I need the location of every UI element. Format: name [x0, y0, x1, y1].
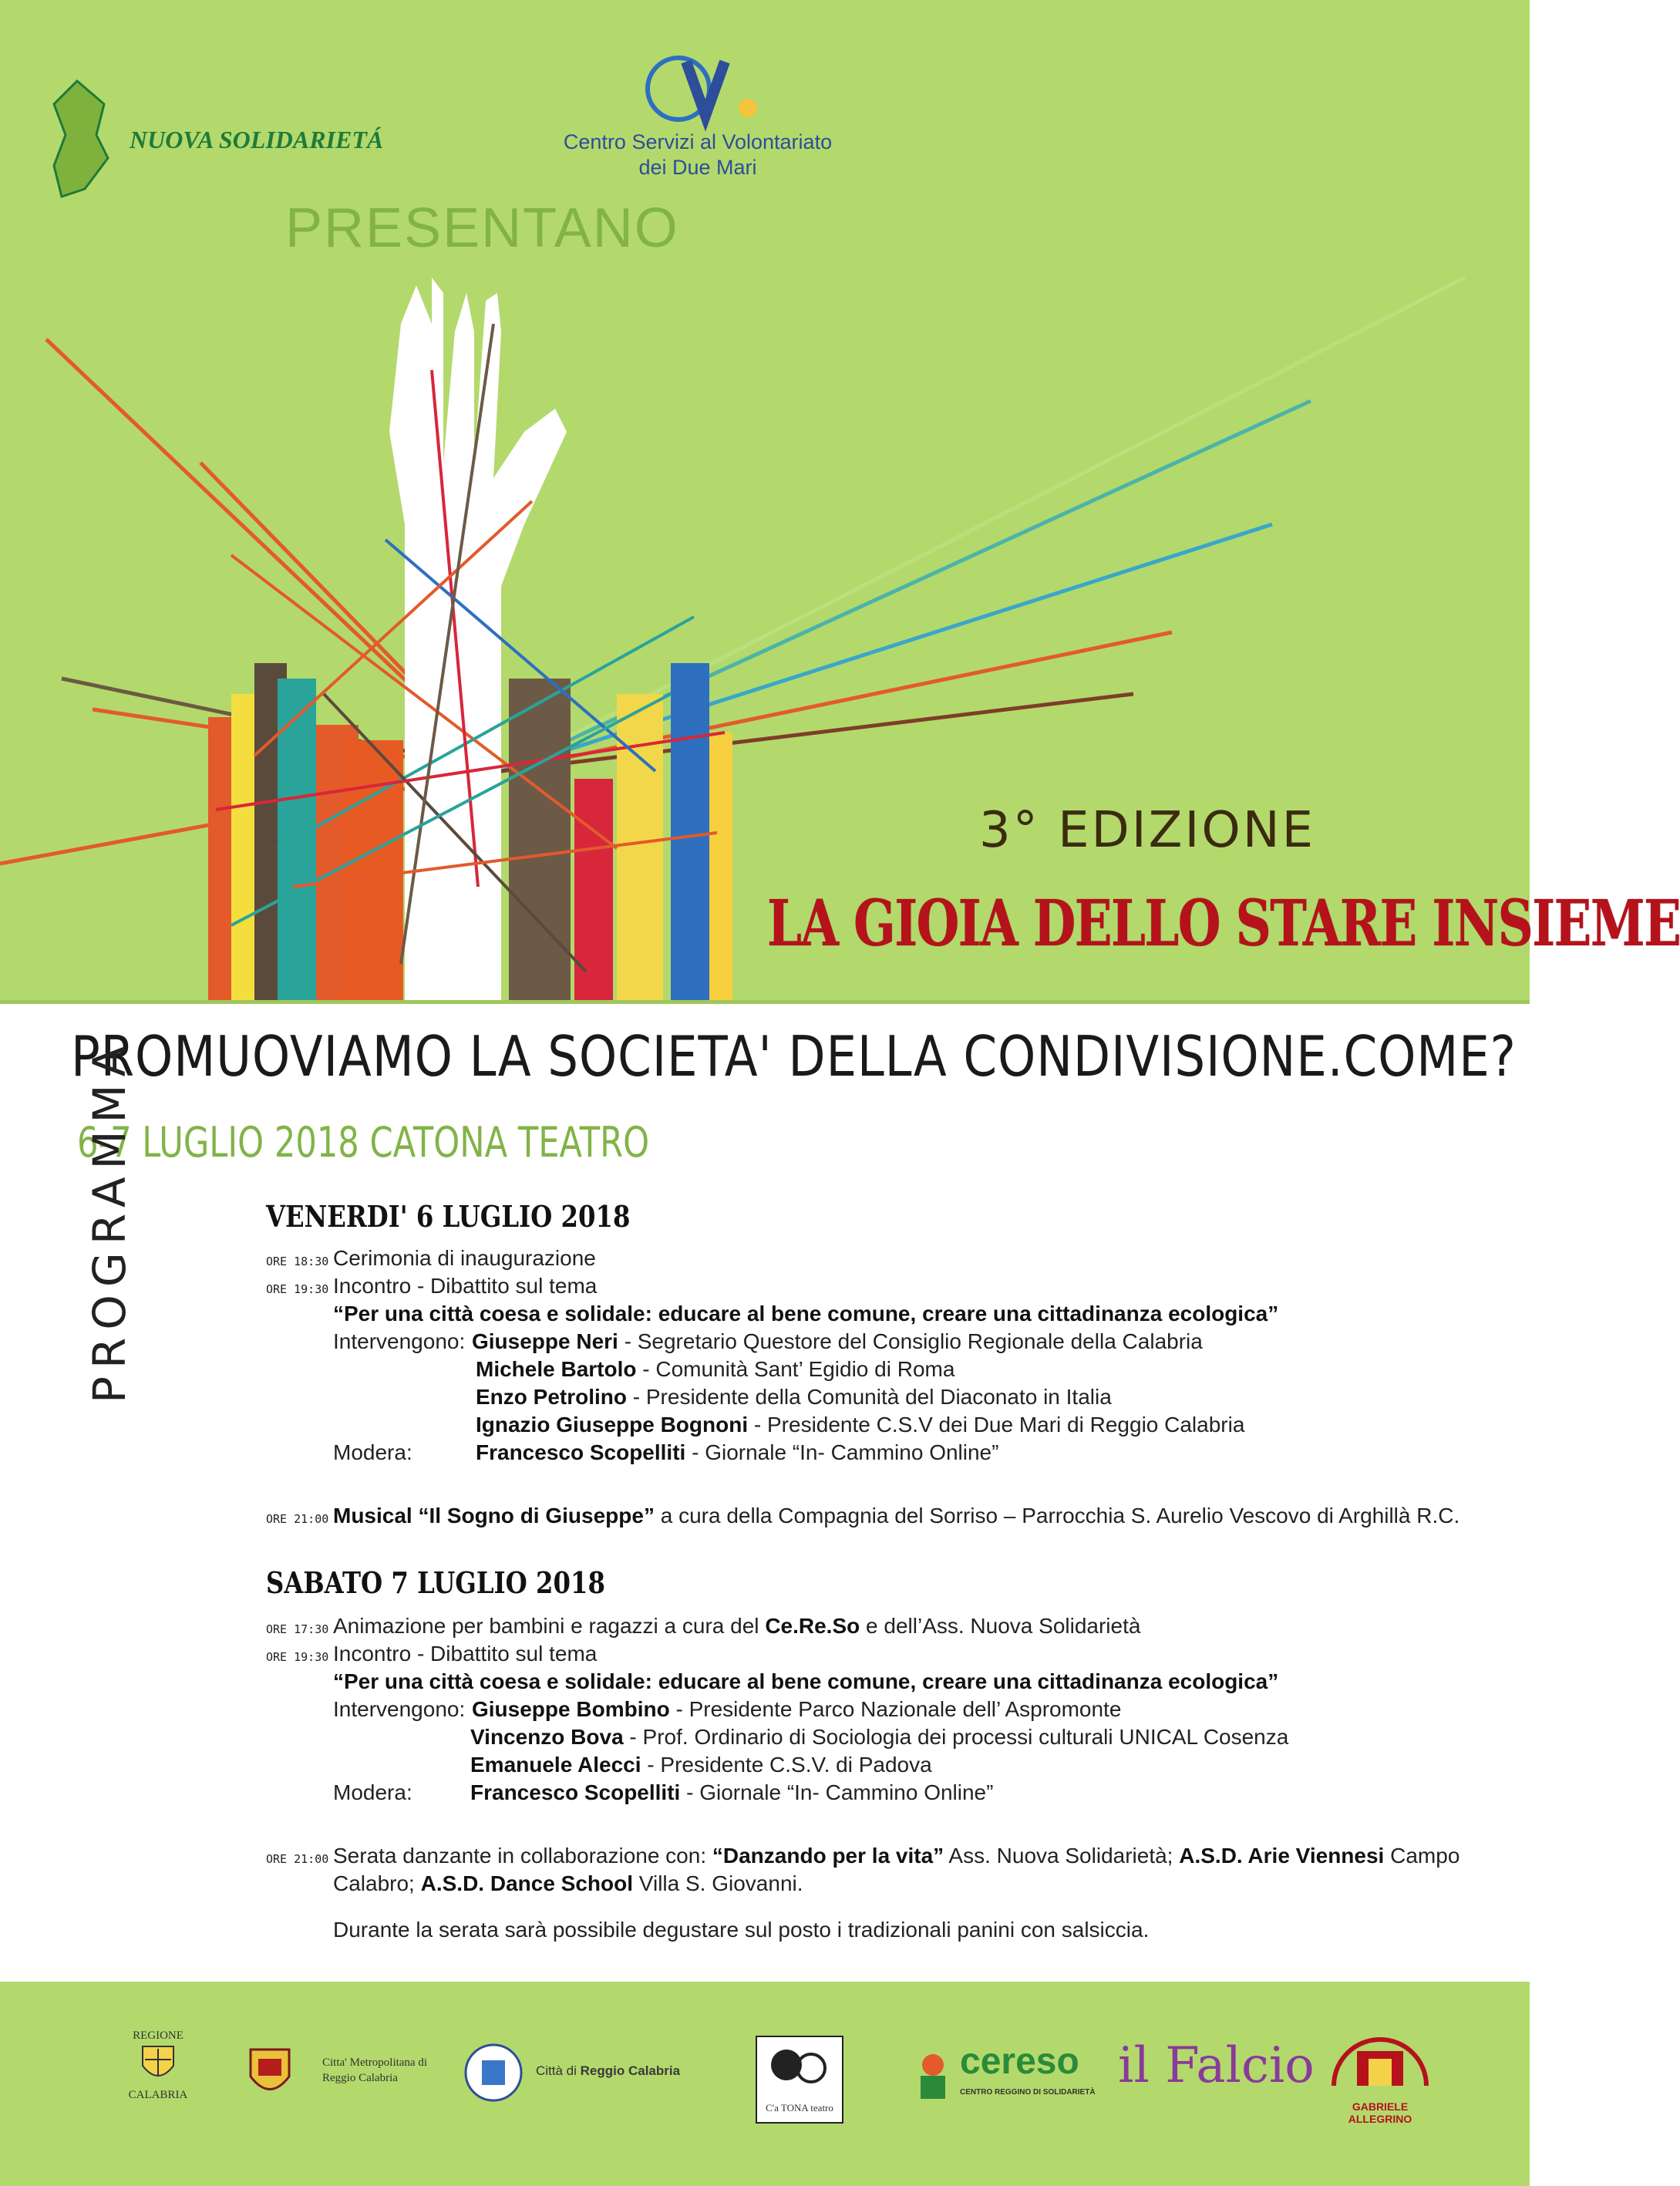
day1-speaker-2: [476, 1357, 954, 1382]
event-title: LA GIOIA DELLO STARE INSIEME: [767, 887, 1680, 961]
falcio-logo: il Falcio: [1118, 2037, 1315, 2094]
day1-speaker-1: [472, 1329, 1203, 1354]
programma-label: PROGRAMMA: [83, 1038, 136, 1403]
speaker-name: Giuseppe Neri: [472, 1329, 618, 1353]
day1-item-2: Incontro - Dibattito sul tema: [333, 1274, 598, 1298]
metro-label: Citta' Metropolitana di Reggio Calabria: [322, 2056, 428, 2084]
citta-label: [536, 2063, 680, 2079]
moderator-role: - Giornale “In- Cammino Online”: [685, 1440, 999, 1464]
moderator-role: - Giornale “In- Cammino Online”: [680, 1780, 994, 1804]
cereso-mascot-icon: [910, 2050, 956, 2107]
speaker-role: - Presidente della Comunità del Diaconato in Italia: [627, 1385, 1112, 1409]
regione-logo: [123, 2029, 193, 2122]
edition-label: 3° EDIZIONE: [979, 802, 1316, 859]
day2-modera-label: Modera:: [333, 1780, 412, 1804]
speaker-name: Giuseppe Bombino: [472, 1697, 670, 1721]
org1-name: NUOVA SOLIDARIETÁ: [130, 126, 384, 153]
day1-moderator: [476, 1440, 998, 1465]
speaker-role: - Prof. Ordinario di Sociologia dei processi culturali UNICAL Cosenza: [623, 1725, 1289, 1749]
event-dates: 6-7 LUGLIO 2018 CATONA TEATRO: [77, 1118, 650, 1167]
day2-speaker-3: [470, 1753, 932, 1777]
regione-bottom: CALABRIA: [128, 2089, 188, 2101]
csv-logo: [632, 50, 763, 127]
allegrino-label: GABRIELE ALLEGRINO: [1348, 2100, 1412, 2125]
evening-line2-a: Calabro;: [333, 1871, 421, 1895]
day2-time-1: ORE 17:30: [266, 1622, 329, 1636]
day2-evening-time: ORE 21:00: [266, 1852, 329, 1866]
day1-item-1: Cerimonia di inaugurazione: [333, 1246, 596, 1270]
day1-time-1: ORE 18:30: [266, 1255, 329, 1268]
tagline: PROMUOVIAMO LA SOCIETA' DELLA CONDIVISIONE.COME?: [71, 1024, 1517, 1089]
day2-speaker-1: [472, 1697, 1121, 1722]
day2-evening-line1: [333, 1844, 1459, 1868]
evening-detail: a cura della Compagnia del Sorriso – Parrocchia S. Aurelio Vescovo di Arghillà R.C.: [654, 1504, 1460, 1528]
moderator-name: Francesco Scopelliti: [476, 1440, 686, 1464]
speaker-role: - Segretario Questore del Consiglio Regionale della Calabria: [618, 1329, 1203, 1353]
evening-line2-b: A.S.D. Dance School: [420, 1871, 634, 1895]
catona-teatro-logo: [756, 2036, 843, 2124]
citta-a: Città di: [536, 2063, 581, 2078]
day2-theme: “Per una città coesa e solidale: educare al bene comune, creare una cittadinanza ecologica”: [333, 1669, 1279, 1693]
day1-modera-label: Modera:: [333, 1440, 412, 1464]
cereso-label: cereso: [960, 2041, 1079, 2082]
evening-line2-c: Villa S. Giovanni.: [633, 1871, 803, 1895]
day2-evening-line2: [333, 1871, 803, 1896]
day2-heading: SABATO 7 LUGLIO 2018: [266, 1565, 605, 1600]
evening-a: Serata danzante in collaborazione con:: [333, 1844, 712, 1868]
speaker-role: - Presidente C.S.V. di Padova: [641, 1753, 932, 1777]
day2-intervengono-label: Intervengono:: [333, 1697, 466, 1721]
org2-name: [547, 130, 848, 180]
regione-top: REGIONE: [133, 2029, 183, 2042]
presentano-label: PRESENTANO: [285, 197, 679, 259]
nuova-solidarieta-logo: [31, 73, 123, 200]
day2-closing: Durante la serata sarà possibile degustare sul posto i tradizionali panini con salsiccia.: [333, 1918, 1150, 1942]
speaker-role: - Presidente Parco Nazionale dell’ Aspromonte: [669, 1697, 1122, 1721]
item-bold: Ce.Re.So: [765, 1614, 860, 1638]
day2-item-2: Incontro - Dibattito sul tema: [333, 1642, 598, 1666]
day1-speaker-4: [476, 1413, 1244, 1437]
evening-c: Ass. Nuova Solidarietà;: [944, 1844, 1180, 1868]
day1-heading: VENERDI' 6 LUGLIO 2018: [266, 1199, 631, 1234]
speaker-name: Enzo Petrolino: [476, 1385, 627, 1409]
item-text-b: e dell’Ass. Nuova Solidarietà: [860, 1614, 1141, 1638]
citta-b: Reggio Calabria: [580, 2063, 681, 2078]
divider: [0, 1000, 1530, 1004]
cereso-sub: CENTRO REGGINO DI SOLIDARIETÀ: [960, 2088, 1096, 2097]
header-banner: [0, 0, 1680, 1002]
day1-time-2: ORE 19:30: [266, 1282, 329, 1296]
org2-name-line1: Centro Servizi al Volontariato: [563, 130, 833, 153]
speaker-role: - Comunità Sant’ Egidio di Roma: [636, 1357, 955, 1381]
evening-show: Musical “Il Sogno di Giuseppe”: [333, 1504, 655, 1528]
evening-b1: “Danzando per la vita”: [712, 1844, 944, 1868]
allegrino-theatre-icon: [1326, 2028, 1434, 2125]
speaker-role: - Presidente C.S.V dei Due Mari di Reggio Calabria: [748, 1413, 1245, 1437]
speaker-name: Vincenzo Bova: [470, 1725, 624, 1749]
item-text-a: Animazione per bambini e ragazzi a cura del: [333, 1614, 766, 1638]
day1-evening-time: ORE 21:00: [266, 1512, 329, 1526]
org2-name-line2: dei Due Mari: [638, 156, 757, 179]
metro-crest-icon: [247, 2042, 293, 2105]
evening-b2: A.S.D. Arie Viennesi: [1179, 1844, 1385, 1868]
day2-speaker-2: [470, 1725, 1288, 1750]
sponsors-footer: [0, 1982, 1530, 2186]
catona-label: C'a TONA teatro: [766, 2102, 833, 2114]
evening-d: Campo: [1384, 1844, 1460, 1868]
day1-intervengono-label: Intervengono:: [333, 1329, 466, 1353]
speaker-name: Michele Bartolo: [476, 1357, 637, 1381]
day2-moderator: [470, 1780, 993, 1805]
day1-evening: [333, 1504, 1459, 1528]
moderator-name: Francesco Scopelliti: [470, 1780, 681, 1804]
day2-time-2: ORE 19:30: [266, 1650, 329, 1664]
citta-seal-icon: [463, 2042, 524, 2107]
day1-theme: “Per una città coesa e solidale: educare al bene comune, creare una cittadinanza ecologica”: [333, 1302, 1279, 1325]
speaker-name: Emanuele Alecci: [470, 1753, 641, 1777]
regione-crest-icon: [139, 2043, 177, 2086]
day1-speaker-3: [476, 1385, 1112, 1410]
day2-item-1: [333, 1614, 1140, 1639]
speaker-name: Ignazio Giuseppe Bognoni: [476, 1413, 749, 1437]
